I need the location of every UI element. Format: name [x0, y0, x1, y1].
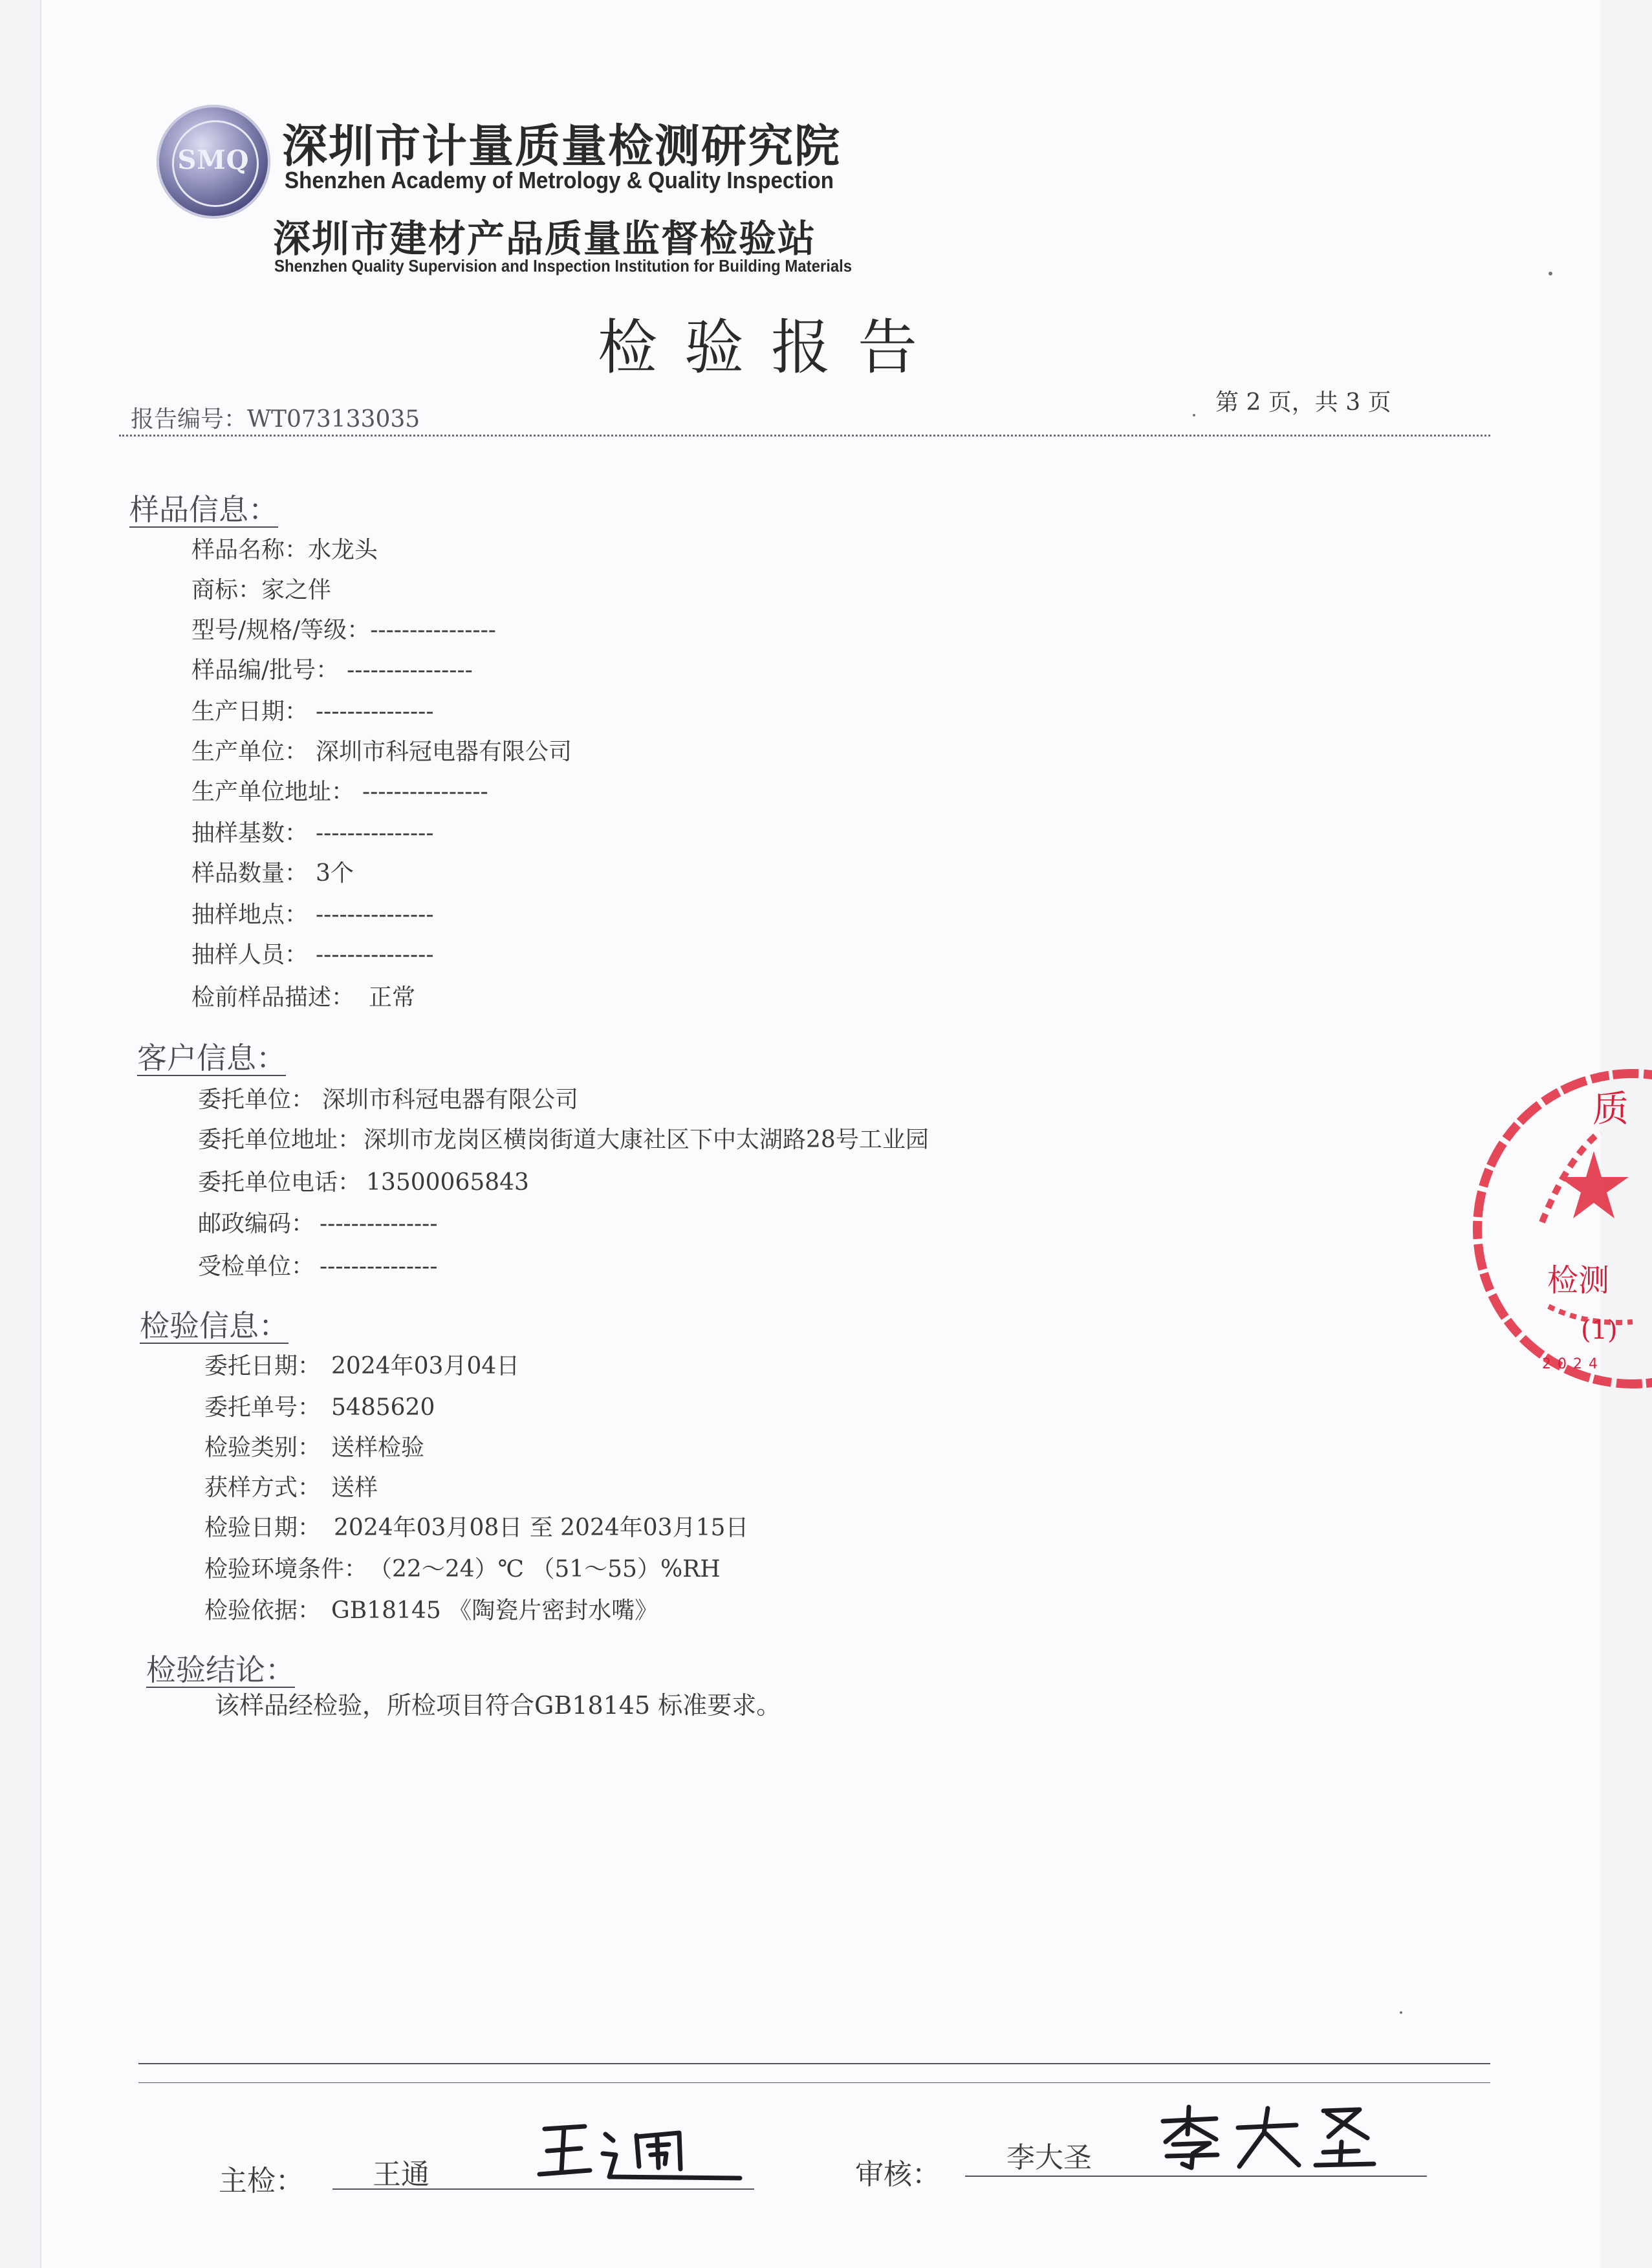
field-value: 2024年03月08日 至 2024年03月15日 [334, 1515, 749, 1541]
field-value: --------------- [316, 820, 434, 847]
sample-info-row [191, 612, 496, 645]
inspector-label: 主检： [219, 2165, 304, 2198]
sample-info-row [191, 733, 572, 766]
sample-info-row [191, 896, 433, 929]
conclusion-heading: 检验结论： [146, 1652, 295, 1687]
field-value: --------------- [316, 942, 434, 968]
field-value: ---------------- [362, 779, 488, 805]
field-label: 样品名称： [191, 537, 309, 563]
report-title: 检验报告 [598, 313, 945, 382]
stamp-text-3: (1) [1581, 1315, 1618, 1345]
reviewer-name: 李大圣 [1006, 2141, 1092, 2174]
inspection-info-heading: 检验信息： [140, 1308, 288, 1343]
field-value: 家之伴 [261, 577, 332, 603]
inspection-info-row [204, 1429, 424, 1462]
footer-rule-upper [138, 2063, 1490, 2064]
field-label: 样品数量： [191, 860, 309, 887]
report-page [40, 0, 1629, 2268]
stamp-text-4: 2024 [1542, 1356, 1604, 1372]
report-number: 报告编号：WT073133035 [131, 406, 420, 433]
field-value: 13500065843 [366, 1169, 529, 1196]
sample-info-row [191, 693, 433, 726]
reviewer-label: 审核： [855, 2158, 940, 2191]
field-label: 检验日期： [204, 1515, 321, 1541]
sample-info-row [191, 815, 433, 848]
scan-speck [1193, 414, 1195, 416]
field-value: ---------------- [370, 617, 496, 643]
inspection-info-row [204, 1469, 378, 1502]
inspection-info-row [204, 1348, 519, 1381]
field-label: 生产单位地址： [191, 779, 355, 805]
sample-info-row [191, 572, 331, 605]
field-value: 3个 [316, 860, 354, 887]
field-label: 检前样品描述： [191, 984, 355, 1011]
field-label: 检验类别： [204, 1434, 321, 1461]
inspector-signature-line [332, 2188, 754, 2190]
field-value: ---------------- [347, 657, 473, 684]
client-info-row [198, 1081, 578, 1114]
inspection-info-row [204, 1592, 658, 1625]
sample-info-row [191, 855, 354, 888]
field-label: 抽样人员： [191, 942, 309, 968]
sample-info-row [191, 652, 473, 685]
field-value: 深圳市科冠电器有限公司 [316, 739, 572, 765]
field-label: 检验依据： [204, 1597, 321, 1624]
client-info-row [198, 1121, 929, 1154]
field-label: 抽样地点： [191, 902, 309, 928]
field-value: 2024年03月04日 [331, 1353, 520, 1379]
sample-info-row [191, 532, 378, 565]
client-info-heading: 客户信息： [137, 1041, 286, 1075]
field-value: 深圳市龙岗区横岗街道大康社区下中太湖路28号工业园 [364, 1127, 929, 1153]
field-label: 商标： [191, 577, 262, 603]
field-value: GB18145 《陶瓷片密封水嘴》 [331, 1597, 658, 1624]
field-label: 样品编/批号： [191, 657, 340, 684]
field-value: 水龙头 [308, 537, 378, 563]
inspector-name: 王通 [373, 2158, 429, 2191]
scan-speck [1400, 2011, 1402, 2014]
institute-name-en: Shenzhen Academy of Metrology & Quality Inspection [285, 167, 834, 193]
field-label: 生产日期： [191, 698, 309, 725]
stamp-text-1: 质 [1592, 1088, 1629, 1130]
sample-info-heading: 样品信息： [129, 492, 278, 527]
footer-rule-lower [138, 2082, 1490, 2083]
stamp-text-2: 检测 [1547, 1262, 1610, 1299]
conclusion-text: 该样品经检验，所检项目符合GB18145 标准要求。 [215, 1691, 781, 1720]
header-divider [119, 435, 1490, 437]
sample-info-row [191, 979, 415, 1012]
field-label: 抽样基数： [191, 820, 309, 847]
client-info-row [198, 1205, 437, 1238]
field-label: 委托日期： [204, 1353, 321, 1379]
field-value: 送样 [331, 1474, 378, 1501]
inspector-signature [533, 2115, 753, 2186]
field-value: --------------- [320, 1211, 438, 1237]
field-value: （22～24）℃ （51～55）%RH [380, 1556, 721, 1582]
field-value: 深圳市科冠电器有限公司 [322, 1086, 579, 1113]
smq-logo [157, 105, 270, 219]
field-value: 送样检验 [331, 1434, 425, 1461]
logo-mark: SMQ [177, 145, 250, 175]
field-label: 邮政编码： [198, 1211, 315, 1237]
field-label: 委托单位电话： [198, 1169, 362, 1196]
red-seal-stamp [1497, 1061, 1652, 1397]
field-label: 检验环境条件： [204, 1556, 368, 1582]
station-name-cn: 深圳市建材产品质量监督检验站 [273, 217, 817, 261]
sample-info-row [191, 936, 433, 969]
field-value: --------------- [320, 1253, 438, 1280]
inspection-info-row [204, 1551, 721, 1584]
inspection-info-row [204, 1509, 748, 1542]
client-info-row [198, 1248, 437, 1281]
field-value: --------------- [316, 698, 434, 725]
reviewer-signature-line [965, 2176, 1427, 2177]
client-info-row [198, 1164, 529, 1197]
field-value: 5485620 [331, 1394, 435, 1421]
sample-info-row [191, 773, 488, 806]
field-label: 委托单位地址： [198, 1127, 362, 1153]
field-label: 委托单号： [204, 1394, 321, 1421]
field-value: 正常 [369, 984, 416, 1011]
field-label: 型号/规格/等级： [191, 617, 371, 643]
field-label: 委托单位： [198, 1086, 315, 1113]
institute-name-cn: 深圳市计量质量检测研究院 [282, 120, 841, 173]
reviewer-signature [1154, 2102, 1400, 2173]
page-info: 第 2 页，共 3 页 [1215, 389, 1391, 416]
field-value: --------------- [316, 902, 434, 928]
station-name-en: Shenzhen Quality Supervision and Inspection Institution for Building Materials [274, 256, 853, 275]
field-label: 生产单位： [191, 739, 309, 765]
inspection-info-row [204, 1389, 435, 1422]
field-label: 获样方式： [204, 1474, 321, 1501]
scan-speck [1549, 272, 1552, 275]
field-label: 受检单位： [198, 1253, 315, 1280]
